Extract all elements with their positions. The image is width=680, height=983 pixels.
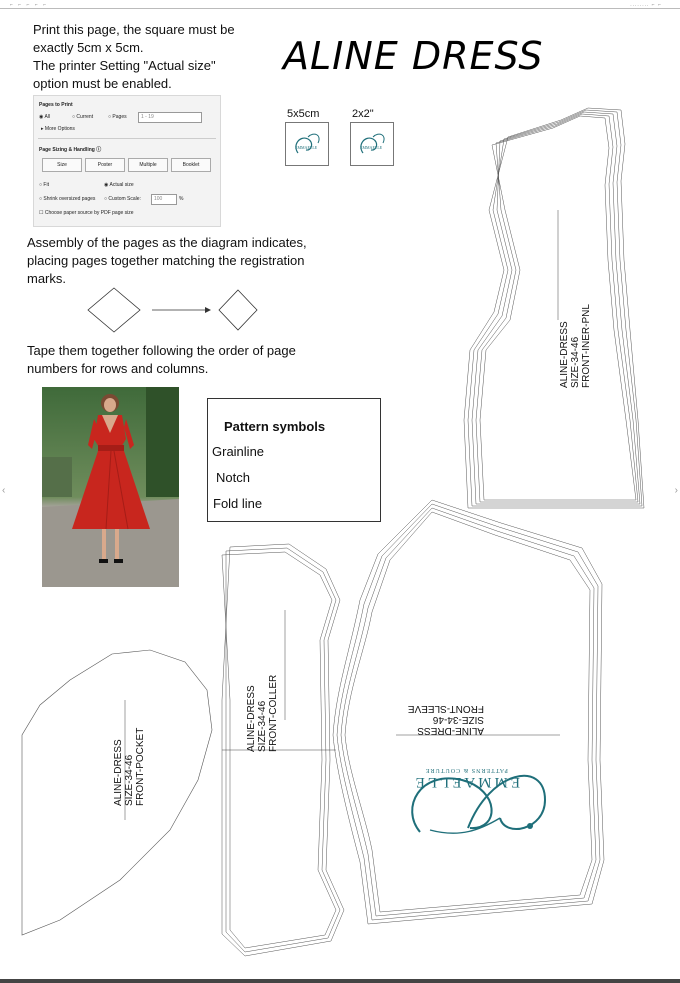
pages-to-print-header: Pages to Print (39, 102, 73, 108)
test-square-5cm (285, 122, 329, 166)
arrow-head-icon (205, 307, 211, 313)
radio-all[interactable]: ◉ All (39, 114, 51, 120)
paper-source-label: Choose paper source by PDF page size (44, 210, 134, 216)
more-options-toggle[interactable]: ▸ More Options (41, 126, 75, 132)
radio-current[interactable]: ○ Current (72, 114, 94, 120)
size-button[interactable]: Size (42, 158, 82, 172)
pocket-line-1: ALINE-DRESS (113, 739, 124, 806)
label-inner-panel (559, 304, 592, 388)
ruler-marks-right: ........ ⌐ ⌐ (630, 2, 662, 8)
radio-shrink[interactable]: ○ Shrink oversized pages (39, 196, 96, 202)
info-icon[interactable]: ⓘ (96, 147, 102, 153)
top-toolbar-strip (0, 0, 680, 9)
fold-line-label: Fold line (213, 496, 263, 511)
label-collar (246, 675, 279, 752)
print-instruction-3: The printer Setting "Actual size" (33, 58, 216, 73)
radio-shrink-label: Shrink oversized pages (43, 196, 96, 202)
mini-logo-icon (351, 123, 393, 165)
square-label-5cm: 5x5cm (287, 108, 320, 120)
brand-tagline: PATTERNS & COUTURE (424, 767, 508, 773)
paper-source-checkbox[interactable]: ☐ Choose paper source by PDF page size (39, 210, 134, 216)
print-settings-dialog (33, 95, 221, 227)
inner-panel-line-1: ALINE-DRESS (559, 321, 570, 388)
page-title: ALINE DRESS (283, 34, 544, 78)
svg-text:EMMAELLE: EMMAELLE (360, 145, 383, 150)
booklet-button[interactable]: Booklet (171, 158, 211, 172)
collar-line-3: FRONT-COLLER (268, 674, 279, 752)
radio-actual-size[interactable]: ◉ Actual size (104, 182, 134, 188)
print-instruction-2: exactly 5cm x 5cm. (33, 40, 144, 55)
pages-range-value: 1 - 19 (141, 114, 154, 120)
assembly-instruction-2: placing pages together matching the registration (27, 253, 305, 268)
pocket-line-3: FRONT-POCKET (135, 727, 146, 806)
pattern-symbols-legend (207, 398, 381, 522)
percent-label: % (179, 196, 184, 202)
more-options-label: More Options (44, 126, 75, 132)
pages-range-input[interactable] (138, 112, 202, 123)
radio-current-label: Current (76, 114, 94, 120)
print-instruction-4: option must be enabled. (33, 76, 172, 91)
radio-all-label: All (44, 114, 51, 120)
ruler-marks-left: ⌐ ⌐ ⌐ ⌐ ⌐ (10, 2, 49, 8)
collar-line-2: SIZE-34-46 (257, 700, 268, 752)
brand-name: EMMAELLE (412, 774, 520, 790)
tape-instruction-2: numbers for rows and columns. (27, 361, 209, 376)
piece-front-inner-panel (464, 108, 644, 508)
print-instruction-1: Print this page, the square must be (33, 22, 235, 37)
square-label-2in: 2x2" (352, 108, 374, 120)
custom-scale-input[interactable] (151, 194, 177, 205)
sleeve-line-3: FRONT-SLEEVE (407, 703, 484, 714)
bottom-edge (0, 979, 680, 983)
assembly-instruction-1: Assembly of the pages as the diagram indicates, (27, 235, 307, 250)
dress-photo-illustration (42, 387, 179, 587)
inner-panel-line-3: FRONT-INER-PNL (581, 304, 592, 388)
inner-panel-line-2: SIZE-34-46 (570, 336, 581, 388)
page-sizing-header (39, 146, 101, 153)
mini-logo-icon (286, 123, 328, 165)
notch-label: Notch (216, 470, 250, 485)
radio-actual-size-label: Actual size (109, 182, 134, 188)
multiple-button[interactable]: Multiple (128, 158, 168, 172)
radio-fit-label: Fit (43, 182, 49, 188)
dress-photo (42, 387, 179, 587)
label-pocket (113, 728, 146, 806)
radio-pages-label: Pages (112, 114, 127, 120)
label-sleeve (408, 703, 484, 736)
registration-diagram (88, 288, 257, 332)
pocket-line-2: SIZE-34-46 (124, 754, 135, 806)
diamond-mark-right (219, 290, 257, 330)
pattern-symbols-title: Pattern symbols (224, 419, 326, 434)
brand-wordmark (413, 767, 520, 790)
test-square-2in (350, 122, 394, 166)
next-page-icon[interactable]: › (674, 485, 678, 496)
diamond-mark-left (88, 288, 140, 332)
tape-instruction-1: Tape them together following the order of page (27, 343, 296, 358)
radio-fit[interactable]: ○ Fit (39, 182, 49, 188)
sleeve-line-1: ALINE-DRESS (417, 725, 484, 736)
radio-custom-scale-label: Custom Scale: (108, 196, 141, 202)
grainline-label: Grainline (212, 444, 265, 459)
piece-front-collar (222, 544, 344, 956)
collar-line-1: ALINE-DRESS (246, 685, 257, 752)
page-sizing-label: Page Sizing & Handling (39, 147, 95, 153)
custom-scale-value: 100 (154, 196, 163, 202)
dialog-divider (38, 138, 216, 139)
prev-page-icon[interactable]: ‹ (2, 485, 6, 496)
poster-button[interactable]: Poster (85, 158, 125, 172)
sleeve-line-2: SIZE-34-46 (432, 714, 484, 725)
radio-custom-scale[interactable]: ○ Custom Scale: (104, 196, 141, 202)
svg-text:EMMAELLE: EMMAELLE (295, 145, 318, 150)
assembly-instruction-3: marks. (27, 271, 66, 286)
radio-pages[interactable]: ○ Pages (108, 114, 127, 120)
